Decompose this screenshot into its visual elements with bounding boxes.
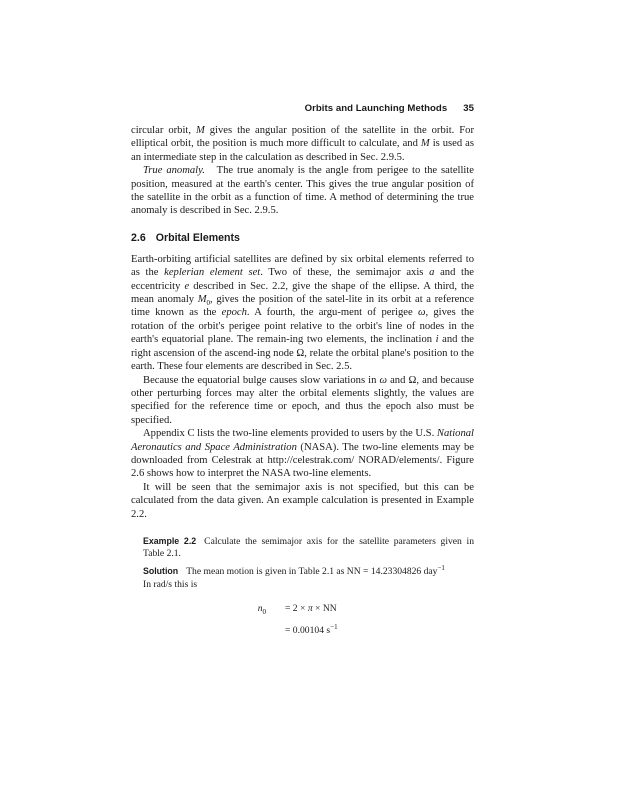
- paragraph-orbital-elements: Earth-orbiting artificial satellites are defined by six orbital elements referred to as the keplerian element set. Two of these, the semimajor axis a and the eccentricity e described in Sec. 2.2, give the shape of the ellipse. A third, the mean anomaly $M_0$, gives the position of the satel-lite in its orbit at a reference time known as the epoch. A fourth, the argu-ment of perigee ω, gives the rotation of the orbit's perigee point relative to the orbit's line of nodes in the earth's equatorial plane. The remain-ing two elements, the inclination i and the right ascension of the ascend-ing node Ω, relate the orbital plane's position to the earth. These four elements are described in Sec. 2.5.: [131, 253, 475, 373]
- paragraph-intro: circular orbit, M gives the angular position of the satellite in the orbit. For elliptical orbit, the position is much more difficult to calculate, and M is used as an intermediate step in the calculation as described in Sec. 2.9.5.: [131, 125, 474, 163]
- paragraph-appendix: Appendix C lists the two-line elements provided to users by the U.S. National Aeronautics and Space Administration (NASA). The two-line elements may be downloaded from Celestrak at http://celestrak.com/ NORAD/elements/. Figure 2.6 shows how to interpret the NASA two-line elements.: [131, 428, 474, 480]
- section-number: 2.6: [131, 231, 146, 244]
- page-body: [131, 124, 474, 647]
- paragraph-true-anomaly: True anomaly. The true anomaly is the angle from perigee to the satellite position, measured at the earth's center. This gives the true angular position of the satellite in the orbit as a function of time. A method of determining the true anomaly is described in Sec. 2.9.5.: [131, 165, 474, 217]
- paragraph-equatorial-bulge: Because the equatorial bulge causes slow variations in ω and Ω, and because other perturbing forces may alter the orbital elements slightly, the values are specified for the reference time or epoch, and thus the epoch also must be specified.: [131, 374, 474, 426]
- example-solution: Solution The mean motion is given in Table 2.1 as NN = 14.23304826 day$^{-1}$ In rad/s this is: [143, 564, 445, 590]
- example-block: [131, 535, 474, 647]
- section-title: Orbital Elements: [155, 231, 240, 244]
- page-number: 35: [463, 103, 474, 114]
- equation-rhs: = 0.00104 $s^{-1}$: [285, 622, 338, 636]
- chapter-title: Orbits and Launching Methods: [304, 103, 448, 114]
- equation-block: [143, 603, 474, 647]
- paragraph-semimajor-axis: It will be seen that the semimajor axis is not specified, but this can be calculated from the data given. An example calculation is presented in Example 2.2.: [131, 481, 474, 520]
- example-label: Example 2.2: [143, 535, 197, 546]
- running-header: [305, 103, 474, 114]
- symbol-m: M: [195, 125, 205, 136]
- equation-lhs: $n_0$: [257, 602, 266, 616]
- equation-row: [143, 603, 474, 625]
- solution-label: Solution: [143, 566, 179, 577]
- run-in-heading: True anomaly.: [143, 165, 205, 177]
- equation-rhs: = 2 × π × NN: [285, 602, 337, 614]
- example-statement: Example 2.2 Calculate the semimajor axis for the satellite parameters given in Table 2.1.: [143, 535, 474, 560]
- symbol-m: M: [420, 138, 430, 150]
- section-heading: [131, 232, 474, 244]
- equation-row: [143, 622, 474, 647]
